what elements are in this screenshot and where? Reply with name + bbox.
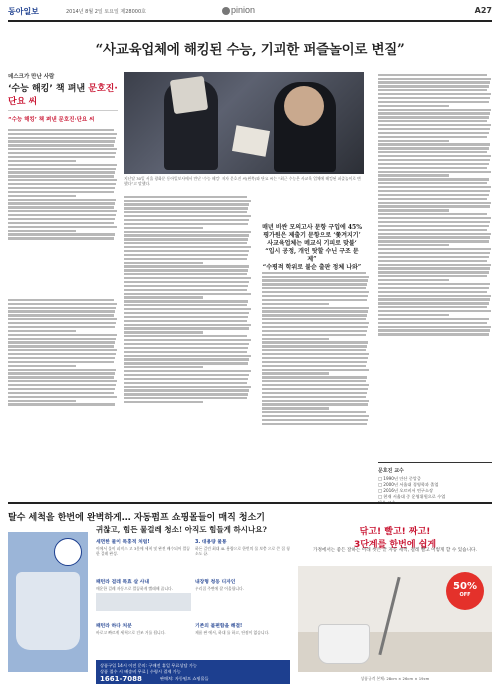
- text-line: [262, 276, 369, 278]
- ad-feature: 패턴라 걸레 특효 살 사내 매운한 걸레 자동으로 깔끔하게 빨래해 줍니다.: [96, 578, 191, 611]
- body-text-col1: [8, 127, 118, 291]
- text-line: [262, 318, 366, 320]
- ad-description: 가정에서는 좋든 잘하는 이래 씻은 끝 자동 세척, 걸레 빨고 이렇게 할 수 있습니다.: [313, 548, 477, 553]
- text-line: [8, 357, 115, 359]
- text-line: [124, 265, 249, 267]
- text-line: [124, 351, 247, 353]
- text-line: [8, 202, 115, 204]
- text-line: [378, 120, 487, 122]
- ad-product-image: [8, 532, 88, 672]
- text-line: [8, 303, 117, 305]
- text-line: [124, 211, 247, 213]
- text-line: [262, 295, 368, 297]
- text-line: [124, 258, 247, 260]
- text-line: [378, 205, 490, 207]
- text-line: [378, 295, 491, 297]
- body-text-col2: [124, 194, 252, 498]
- body-text-col4: [378, 72, 492, 456]
- text-line: [8, 191, 114, 193]
- text-line: [378, 85, 489, 87]
- text-line: [378, 252, 490, 254]
- text-line: [262, 407, 329, 409]
- interview-column: [8, 72, 118, 455]
- text-line: [8, 233, 115, 235]
- profile-item: □ 2000년 서울대 경영학과 졸업: [378, 482, 439, 487]
- text-line: [124, 231, 251, 233]
- page-number: A27: [474, 6, 492, 15]
- profile-item: □ 현재 서울대 중 운영위원으로 수업: [378, 494, 446, 499]
- interview-photo: [124, 72, 364, 174]
- text-line: [378, 225, 489, 227]
- text-line: [124, 273, 247, 275]
- sale-badge: 50% OFF: [446, 572, 484, 610]
- text-line: [124, 389, 249, 391]
- text-line: [378, 318, 489, 320]
- text-line: [124, 335, 247, 337]
- text-line: [8, 307, 116, 309]
- text-line: [262, 369, 369, 371]
- text-line: [378, 171, 491, 173]
- text-line: [262, 326, 368, 328]
- text-line: [124, 215, 251, 217]
- ad-headline: 탈수 세척을 한번에 완벽하게… 자동펌프 쇼핑몰들이 매직 청소기: [8, 513, 265, 523]
- text-line: [378, 159, 490, 161]
- text-line: [378, 244, 449, 246]
- text-line: [262, 403, 368, 405]
- text-line: [262, 423, 367, 425]
- text-line: [378, 233, 491, 235]
- feature-image: [96, 593, 191, 611]
- text-line: [124, 281, 249, 283]
- text-line: [8, 341, 115, 343]
- text-line: [124, 331, 203, 333]
- seller-name: 판매처: 자동펌프 쇼핑몰들: [160, 676, 209, 681]
- text-line: [8, 338, 116, 340]
- mop-bucket: [318, 624, 370, 664]
- text-line: [8, 230, 76, 232]
- text-line: [8, 168, 116, 170]
- text-line: [378, 260, 487, 262]
- text-line: [378, 279, 449, 281]
- ad-subhead-left: 귀찮고, 힘든 물걸레 청소! 아직도 힘들게 하시나요?: [96, 525, 267, 534]
- ad-contact-bar: [96, 660, 290, 684]
- text-line: [8, 237, 114, 239]
- text-line: [124, 200, 251, 202]
- text-line: [262, 330, 367, 332]
- text-line: [378, 240, 489, 242]
- text-line: [124, 397, 247, 399]
- text-line: [8, 210, 117, 212]
- body-text-col1b: [8, 297, 118, 455]
- text-line: [124, 401, 203, 403]
- text-line: [8, 183, 116, 185]
- text-line: [262, 334, 366, 336]
- text-line: [378, 140, 449, 142]
- text-line: [8, 384, 116, 386]
- text-line: [124, 285, 248, 287]
- text-line: [378, 155, 491, 157]
- text-line: [124, 320, 247, 322]
- text-line: [378, 167, 487, 169]
- text-line: [124, 386, 251, 388]
- text-line: [8, 396, 117, 398]
- mop-bucket: [16, 572, 80, 650]
- text-line: [378, 128, 490, 130]
- text-line: [8, 361, 114, 363]
- text-line: [378, 186, 491, 188]
- text-line: [124, 203, 249, 205]
- book-on-table: [232, 125, 270, 157]
- text-line: [378, 147, 489, 149]
- text-line: [8, 365, 76, 367]
- text-line: [8, 140, 115, 142]
- text-line: [8, 206, 114, 208]
- text-line: [124, 289, 247, 291]
- contact-line: 상품구입 14시 이전 문의: 구매전 휴일 무료상담 가능: [100, 663, 197, 668]
- text-line: [378, 163, 489, 165]
- text-line: [378, 97, 490, 99]
- text-line: [124, 343, 249, 345]
- text-line: [262, 396, 366, 398]
- text-line: [378, 271, 489, 273]
- text-line: [8, 129, 114, 131]
- text-line: [8, 353, 116, 355]
- text-line: [8, 403, 115, 405]
- text-line: [378, 221, 490, 223]
- text-line: [378, 101, 489, 103]
- text-line: [378, 194, 489, 196]
- book-covering-face: [170, 76, 208, 114]
- column-kicker: 데스크가 만난 사람: [8, 74, 55, 80]
- text-line: [8, 156, 115, 158]
- text-line: [262, 365, 366, 367]
- pull-quote: 매년 비싼 모의고사 문항 구입에 45% 평가원은 제출기 문항으로 ‘쫓겨지기’ 사교육업체는 메교식 기피로 맞불‘ “입시 공정, 개인 탓할 수닌 구조 문제” “수평적 학위로 불순 출판 정체 나와”: [262, 224, 362, 271]
- text-line: [124, 355, 251, 357]
- text-line: [378, 116, 489, 118]
- text-line: [8, 322, 116, 324]
- text-line: [124, 339, 251, 341]
- text-line: [378, 198, 487, 200]
- text-line: [8, 187, 115, 189]
- text-line: [378, 264, 491, 266]
- ad-feature: 3. 대용량 물통 하든 걸린 최대 4L 용량으로 한번의 물 보충 으로 큰 집 청소도 끝.: [195, 540, 290, 556]
- text-line: [262, 310, 368, 312]
- text-line: [8, 369, 116, 371]
- text-line: [378, 112, 490, 114]
- text-line: [262, 372, 329, 374]
- text-line: [124, 250, 249, 252]
- column-rule: [8, 110, 118, 111]
- ad-lifestyle-image: [298, 566, 492, 672]
- text-line: [262, 376, 367, 378]
- text-line: [124, 347, 248, 349]
- text-line: [262, 357, 368, 359]
- ad-feature: 내장형 청동 디자인 우리집 주변에 잘 어울립니다.: [195, 580, 244, 591]
- profile-item: □ 1990년 안산 중앙증: [378, 476, 421, 481]
- text-line: [124, 374, 249, 376]
- profile-item: □ 2016년 오르비서 연구소장: [378, 488, 434, 493]
- text-line: [124, 207, 248, 209]
- section-dot-icon: [222, 7, 230, 15]
- text-line: [8, 195, 76, 197]
- text-line: [124, 308, 251, 310]
- text-line: [124, 370, 251, 372]
- text-line: [378, 202, 491, 204]
- ad-feature: 기존의 불편함을 해결! 제품 판 에서, 하대 를 하고, 단점이 없습니다.: [195, 624, 270, 635]
- text-line: [8, 310, 115, 312]
- text-line: [8, 164, 117, 166]
- text-line: [8, 330, 76, 332]
- contact-line: 상품 접수 시 배송비 무료 | 수령시 결제 가능: [100, 669, 181, 674]
- text-line: [8, 152, 116, 154]
- phone-number: 1661-7088: [100, 675, 142, 683]
- text-line: [262, 338, 329, 340]
- text-line: [262, 384, 369, 386]
- text-line: [8, 299, 114, 301]
- text-line: [262, 283, 367, 285]
- text-line: [378, 217, 491, 219]
- text-line: [378, 248, 491, 250]
- text-line: [378, 310, 491, 312]
- text-line: [8, 218, 115, 220]
- text-line: [124, 300, 248, 302]
- column-title: ‘수능 해킹’ 책 펴낸 문호진·단요 씨: [8, 84, 118, 107]
- text-line: [262, 349, 366, 351]
- text-line: [378, 143, 490, 145]
- text-line: [124, 366, 203, 368]
- text-line: [124, 227, 203, 229]
- text-line: [124, 382, 247, 384]
- photo-caption: 지난달 30일 서울 광화문 동아일보사에서 만난 ‘수능 해킹’ 저자 문호진 씨(왼쪽)와 단요 씨는 “최근 수능은 사교육 업체에 해킹된 퍼즐놀이로 변했다”고 말했다.: [124, 176, 361, 186]
- text-line: [262, 279, 368, 281]
- text-line: [262, 299, 367, 301]
- text-line: [124, 246, 251, 248]
- text-line: [262, 415, 369, 417]
- text-line: [262, 388, 368, 390]
- text-line: [124, 362, 248, 364]
- text-line: [8, 171, 115, 173]
- body-text-col3: [262, 270, 370, 498]
- paper-name: 동아일보: [8, 6, 39, 16]
- text-line: [378, 81, 490, 83]
- text-line: [8, 334, 117, 336]
- text-line: [124, 312, 249, 314]
- text-line: [262, 419, 368, 421]
- text-line: [378, 291, 487, 293]
- text-line: [378, 298, 490, 300]
- text-line: [124, 196, 247, 198]
- text-line: [262, 341, 368, 343]
- text-line: [8, 314, 114, 316]
- text-line: [378, 306, 487, 308]
- text-line: [378, 182, 487, 184]
- text-line: [124, 262, 203, 264]
- profile-title: 문호진 교수: [378, 468, 404, 474]
- text-line: [124, 296, 203, 298]
- issue-date: 2014년 8월 2일 토요일 제28000호: [66, 9, 146, 15]
- text-line: [124, 277, 251, 279]
- text-line: [8, 345, 114, 347]
- text-line: [262, 272, 366, 274]
- product-badge-icon: [54, 538, 82, 566]
- text-line: [378, 256, 489, 258]
- text-line: [124, 324, 251, 326]
- text-line: [378, 326, 491, 328]
- text-line: [378, 89, 487, 91]
- text-line: [8, 376, 114, 378]
- text-line: [8, 326, 115, 328]
- page-header: [8, 4, 492, 22]
- text-line: [378, 132, 489, 134]
- text-line: [378, 109, 491, 111]
- text-line: [262, 353, 369, 355]
- text-line: [262, 392, 367, 394]
- text-line: [8, 133, 117, 135]
- text-line: [124, 378, 248, 380]
- text-line: [262, 345, 367, 347]
- text-line: [124, 304, 247, 306]
- text-line: [378, 174, 449, 176]
- text-line: [124, 234, 249, 236]
- ad-subhead-right: 닦고! 빨고! 짜고! 3단계를 한번에 쉽게: [353, 527, 437, 550]
- text-line: [262, 411, 366, 413]
- text-line: [262, 287, 366, 289]
- text-line: [8, 160, 76, 162]
- text-line: [124, 293, 251, 295]
- text-line: [124, 254, 248, 256]
- text-line: [378, 213, 487, 215]
- person-right-face: [284, 86, 324, 126]
- text-line: [124, 242, 247, 244]
- text-line: [8, 175, 114, 177]
- text-line: [378, 209, 449, 211]
- text-line: [378, 190, 490, 192]
- text-line: [124, 358, 249, 360]
- text-line: [8, 392, 114, 394]
- text-line: [378, 74, 487, 76]
- text-line: [378, 329, 490, 331]
- section-label: pinion: [222, 5, 255, 15]
- text-line: [378, 333, 489, 335]
- text-line: [8, 214, 116, 216]
- text-line: [8, 148, 117, 150]
- text-line: [378, 78, 491, 80]
- text-line: [262, 307, 369, 309]
- text-line: [8, 222, 114, 224]
- text-line: [124, 327, 249, 329]
- text-line: [378, 322, 487, 324]
- text-line: [378, 136, 487, 138]
- text-line: [262, 303, 329, 305]
- text-line: [8, 380, 117, 382]
- ad-feature-list: [96, 538, 290, 658]
- page-headline: “사교육업체에 해킹된 수능, 기괴한 퍼즐놀이로 변질”: [95, 42, 405, 58]
- ad-spec: 상품규격 본체: 28cm × 26cm × 19cm: [360, 676, 430, 681]
- ad-feature: 패턴라 하다 처분 바로고 빠르게 세척으로 건조 거를 됩니다.: [96, 624, 166, 635]
- text-line: [262, 291, 369, 293]
- text-line: [124, 238, 248, 240]
- text-line: [8, 226, 117, 228]
- text-line: [378, 267, 490, 269]
- text-line: [378, 124, 491, 126]
- text-line: [378, 229, 487, 231]
- text-line: [124, 316, 248, 318]
- text-line: [378, 314, 449, 316]
- text-line: [8, 199, 116, 201]
- text-line: [124, 393, 248, 395]
- text-line: [378, 275, 487, 277]
- text-line: [262, 361, 367, 363]
- text-line: [8, 388, 115, 390]
- text-line: [262, 322, 369, 324]
- text-line: [262, 314, 367, 316]
- column-subhead: “수능 해킹’ 책 펴낸 문호진·단요 씨: [8, 117, 95, 123]
- text-line: [124, 219, 249, 221]
- text-line: [262, 380, 366, 382]
- text-line: [378, 105, 449, 107]
- text-line: [378, 302, 489, 304]
- text-line: [378, 236, 490, 238]
- text-line: [378, 93, 491, 95]
- text-line: [378, 283, 490, 285]
- text-line: [378, 151, 487, 153]
- text-line: [262, 400, 369, 402]
- text-line: [8, 137, 116, 139]
- text-line: [8, 372, 115, 374]
- advertisement: [8, 502, 492, 686]
- text-line: [378, 287, 489, 289]
- text-line: [8, 318, 117, 320]
- text-line: [8, 144, 114, 146]
- ad-feature: 세면한 물이 특홍적 처럼! 이에서 물이 피직스 고 3분에 세척 및 완전 배수되어 깔끔한 걸레 완성.: [96, 540, 190, 556]
- text-line: [8, 400, 76, 402]
- text-line: [124, 269, 248, 271]
- text-line: [378, 178, 489, 180]
- text-line: [8, 179, 117, 181]
- text-line: [8, 349, 117, 351]
- text-line: [124, 223, 248, 225]
